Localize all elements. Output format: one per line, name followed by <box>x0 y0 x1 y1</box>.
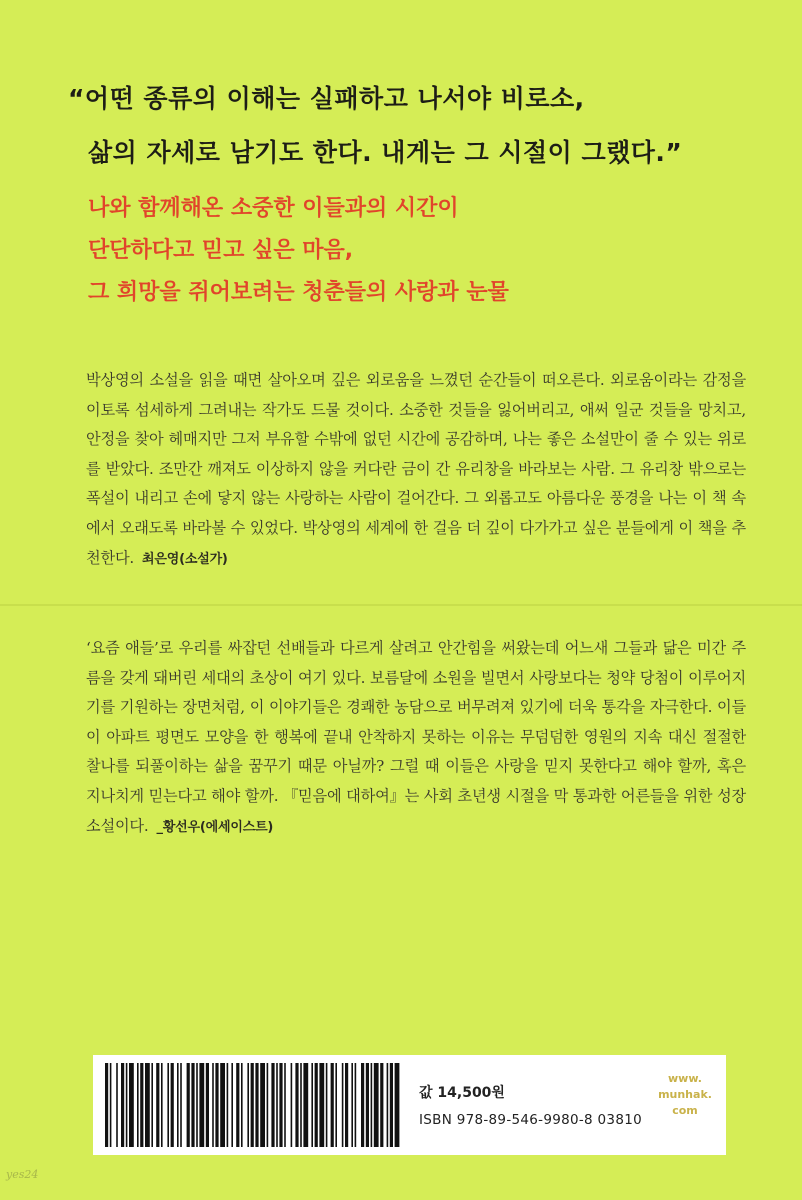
section-divider <box>0 604 802 606</box>
barcode-bar <box>161 1063 163 1147</box>
barcode-bar <box>267 1063 269 1147</box>
barcode-bar <box>177 1063 179 1147</box>
review-hwang <box>86 634 746 842</box>
barcode-bar <box>311 1063 313 1147</box>
barcode-panel <box>93 1055 726 1155</box>
barcode-bar <box>331 1063 334 1147</box>
publisher-url-line-2: munhak. <box>658 1088 712 1101</box>
tagline-line-3: 그 희망을 쥐어보려는 청춘들의 사랑과 눈물 <box>88 280 509 305</box>
quote-line-2: 삶의 자세로 남기도 한다. 내게는 그 시절이 그랬다.” <box>88 138 683 167</box>
barcode-bar <box>212 1063 214 1147</box>
barcode-bar <box>167 1063 169 1147</box>
barcode-bar <box>215 1063 218 1147</box>
barcode-bar <box>171 1063 174 1147</box>
publisher-url-line-1: www. <box>668 1072 702 1085</box>
barcode-bar <box>395 1063 400 1147</box>
barcode-bar <box>371 1063 373 1147</box>
barcode-bar <box>380 1063 383 1147</box>
barcode-bar <box>319 1063 324 1147</box>
barcode-bar <box>129 1063 134 1147</box>
review-choi <box>86 366 746 574</box>
watermark-stamp: yes24 <box>6 1168 39 1181</box>
barcode-bar <box>355 1063 357 1147</box>
barcode-bar <box>291 1063 293 1147</box>
barcode-bar <box>220 1063 225 1147</box>
barcode-bar <box>121 1063 124 1147</box>
barcode-bar <box>276 1063 278 1147</box>
barcode-bar <box>295 1063 298 1147</box>
barcode-bar <box>137 1063 139 1147</box>
barcode-bar <box>140 1063 143 1147</box>
barcode-bar <box>145 1063 150 1147</box>
publisher-url-line-3: com <box>672 1104 698 1117</box>
price-label: 값 14,500원 <box>419 1085 505 1101</box>
barcode-bar <box>126 1063 128 1147</box>
barcode-bar <box>236 1063 239 1147</box>
barcode-bar <box>180 1063 182 1147</box>
barcode-bar <box>191 1063 194 1147</box>
barcode-icon <box>103 1063 403 1147</box>
barcode-bar <box>231 1063 233 1147</box>
barcode-bar <box>342 1063 344 1147</box>
barcode-bar <box>251 1063 254 1147</box>
barcode-bar <box>300 1063 302 1147</box>
barcode-bar <box>227 1063 229 1147</box>
barcode-bar <box>279 1063 282 1147</box>
barcode-bar <box>284 1063 286 1147</box>
review-hwang-text: ‘요즘 애들’로 우리를 싸잡던 선배들과 다르게 살려고 안간힘을 써왔는데 어느새 그들과 닮은 미간 주름을 갖게 돼버린 세대의 초상이 여기 있다. 보름달에 소원을 빌면서 사랑보다는 청약 당첨이 이루어지기를 기원하는 장면처럼, 이 이야기들은 경쾌한 농담으로 버무려져 있기에 더욱 통각을 자극한다. 이들이 아파트 평면도 모양을 한 행복에 끝내 안착하지 못하는 이유는 무덤덤한 영원의 지속 대신 절절한 찰나를 되풀이하는 삶을 꿈꾸기 때문 아닐까? 그럴 때 이들은 사랑을 믿지 못한다고 해야 할까, 혹은 지나치게 믿는다고 해야 할까. 『믿음에 대하여』는 사회 초년생 시절을 막 통과한 어른들을 위한 성장소설이다. <box>86 639 746 835</box>
tagline-line-2: 단단하다고 믿고 싶은 마음, <box>88 238 354 263</box>
barcode-bar <box>271 1063 274 1147</box>
tagline-line-1: 나와 함께해온 소중한 이들과의 시간이 <box>88 196 459 221</box>
barcode-bar <box>151 1063 153 1147</box>
barcode-bar <box>326 1063 328 1147</box>
barcode-bar <box>110 1063 112 1147</box>
isbn-label: ISBN 978-89-546-9980-8 03810 <box>419 1112 642 1128</box>
barcode-bar <box>241 1063 243 1147</box>
review-choi-author: 최은영(소설가) <box>142 551 228 567</box>
barcode-bar <box>199 1063 204 1147</box>
barcode-bar <box>315 1063 318 1147</box>
publisher-url <box>651 1071 719 1119</box>
quote-line-1: “어떤 종류의 이해는 실패하고 나서야 비로소, <box>68 84 585 113</box>
barcode-bar <box>247 1063 249 1147</box>
barcode-bar <box>335 1063 337 1147</box>
barcode-bar <box>260 1063 265 1147</box>
barcode-bar <box>196 1063 198 1147</box>
barcode-bar <box>156 1063 159 1147</box>
review-hwang-author: _황선우(에세이스트) <box>156 819 274 835</box>
tagline <box>88 188 768 314</box>
barcode-bar <box>361 1063 364 1147</box>
barcode-bar <box>105 1063 108 1147</box>
barcode-bar <box>374 1063 379 1147</box>
barcode-bar <box>390 1063 393 1147</box>
barcode-bar <box>255 1063 258 1147</box>
barcode-bar <box>187 1063 190 1147</box>
barcode-bar <box>366 1063 369 1147</box>
barcode-bar <box>387 1063 389 1147</box>
headline-quote <box>68 72 768 180</box>
barcode-bar <box>116 1063 118 1147</box>
barcode-bar <box>303 1063 308 1147</box>
barcode-bar <box>345 1063 348 1147</box>
barcode-bar <box>206 1063 209 1147</box>
review-choi-text: 박상영의 소설을 읽을 때면 살아오며 깊은 외로움을 느꼈던 순간들이 떠오른다. 외로움이라는 감정을 이토록 섬세하게 그려내는 작가도 드물 것이다. 소중한 것들을 잃어버리고, 애써 일군 것들을 망치고, 안정을 찾아 헤매지만 그저 부유할 수밖에 없던 시간에 공감하며, 나는 좋은 소설만이 줄 수 있는 위로를 받았다. 조만간 깨져도 이상하지 않을 커다란 금이 간 유리창을 바라보는 사람. 그 유리창 밖으로는 폭설이 내리고 손에 닿지 않는 사랑하는 사람이 걸어간다. 그 외롭고도 아름다운 풍경을 나는 이 책 속에서 오래도록 바라볼 수 있었다. 박상영의 세계에 한 걸음 더 깊이 다가가고 싶은 분들에게 이 책을 추천한다. <box>86 371 746 567</box>
barcode-bar <box>351 1063 353 1147</box>
